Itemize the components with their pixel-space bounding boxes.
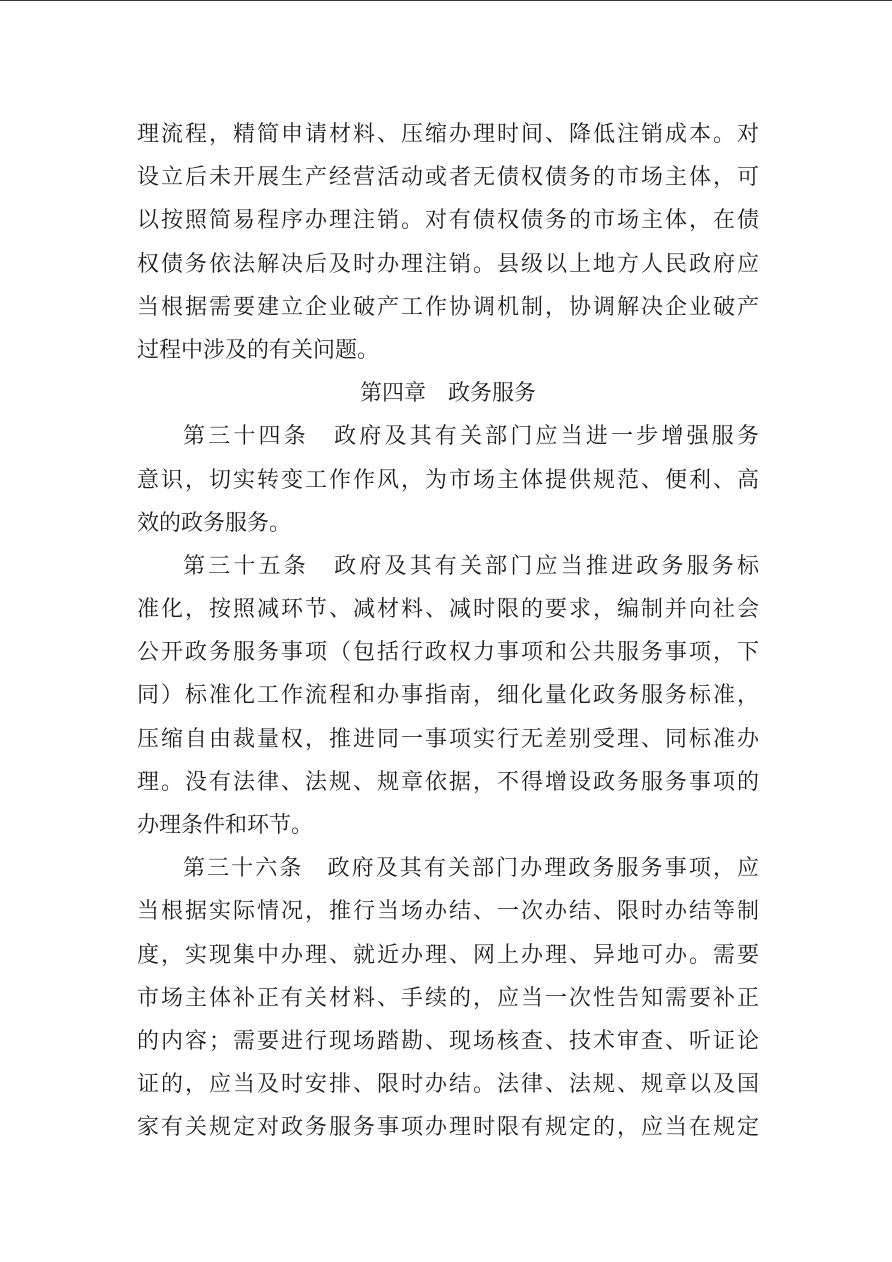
- text-line: 证的，应当及时安排、限时办结。法律、法规、规章以及国: [137, 1072, 759, 1098]
- chapter-title: 第四章 政务服务: [359, 381, 536, 407]
- text-line: 第三十五条 政府及其有关部门应当推进政务服务标: [183, 553, 759, 579]
- text-line: 设立后未开展生产经营活动或者无债权债务的市场主体，可: [137, 165, 759, 191]
- page-top-border: [0, 0, 892, 1]
- text-line: 理。没有法律、法规、规章依据，不得增设政务服务事项的: [137, 769, 759, 795]
- text-line: 以按照简易程序办理注销。对有债权债务的市场主体，在债: [137, 208, 759, 234]
- text-line: 第三十四条 政府及其有关部门应当进一步增强服务: [183, 424, 759, 450]
- text-line: 压缩自由裁量权，推进同一事项实行无差别受理、同标准办: [137, 726, 759, 752]
- text-line: 家有关规定对政务服务事项办理时限有规定的，应当在规定: [137, 1115, 759, 1141]
- text-line: 第三十六条 政府及其有关部门办理政务服务事项，应: [183, 856, 759, 882]
- text-line: 同）标准化工作流程和办事指南，细化量化政务服务标准，: [137, 683, 759, 709]
- text-line: 当根据实际情况，推行当场办结、一次办结、限时办结等制: [137, 899, 759, 925]
- text-line: 度，实现集中办理、就近办理、网上办理、异地可办。需要: [137, 942, 759, 968]
- text-line: 权债务依法解决后及时办理注销。县级以上地方人民政府应: [137, 251, 759, 277]
- text-line: 效的政务服务。: [137, 510, 292, 536]
- text-line: 办理条件和环节。: [137, 813, 314, 838]
- paragraph-article-33-continuation: [137, 113, 759, 372]
- text-line: 当根据需要建立企业破产工作协调机制，协调解决企业破产: [137, 294, 759, 320]
- text-line: 的内容；需要进行现场踏勘、现场核查、技术审查、听证论: [137, 1028, 759, 1054]
- article-35: [137, 545, 759, 847]
- text-line: 意识，切实转变工作作风，为市场主体提供规范、便利、高: [137, 467, 759, 493]
- text-line: 市场主体补正有关材料、手续的，应当一次性告知需要补正: [137, 985, 759, 1011]
- article-34: [137, 415, 759, 545]
- text-line: 准化，按照减环节、减材料、减时限的要求，编制并向社会: [137, 597, 759, 623]
- chapter-heading: [137, 372, 759, 415]
- document-page: [137, 113, 759, 1150]
- text-line: 公开政务服务事项（包括行政权力事项和公共服务事项，下: [137, 640, 759, 666]
- article-36: [137, 847, 759, 1149]
- text-line: 理流程，精简申请材料、压缩办理时间、降低注销成本。对: [137, 122, 759, 147]
- text-line: 过程中涉及的有关问题。: [137, 337, 380, 363]
